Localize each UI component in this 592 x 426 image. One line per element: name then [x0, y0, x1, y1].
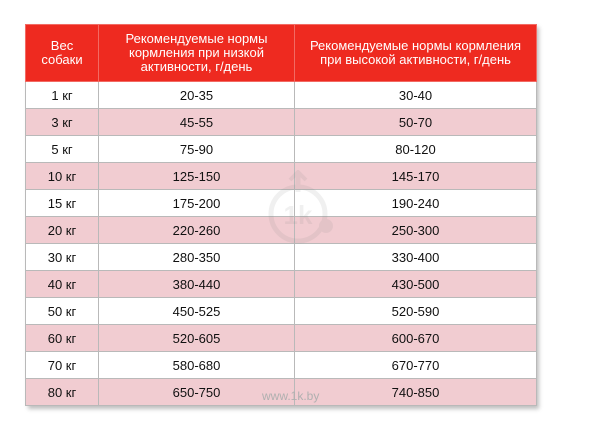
header-high-activity: Рекомендуемые нормы кормления при высокой активности, г/день — [295, 25, 537, 82]
cell-low-activity: 380-440 — [99, 271, 295, 298]
cell-dog-weight: 30 кг — [26, 244, 99, 271]
cell-dog-weight: 10 кг — [26, 163, 99, 190]
cell-low-activity: 125-150 — [99, 163, 295, 190]
cell-low-activity: 45-55 — [99, 109, 295, 136]
feeding-table-container — [25, 24, 536, 406]
cell-high-activity: 145-170 — [295, 163, 537, 190]
cell-low-activity: 220-260 — [99, 217, 295, 244]
table-row — [26, 163, 537, 190]
feeding-norms-table — [25, 24, 537, 406]
table-row — [26, 244, 537, 271]
cell-dog-weight: 40 кг — [26, 271, 99, 298]
cell-low-activity: 520-605 — [99, 325, 295, 352]
cell-dog-weight: 20 кг — [26, 217, 99, 244]
table-row — [26, 298, 537, 325]
cell-high-activity: 30-40 — [295, 82, 537, 109]
table-row — [26, 352, 537, 379]
cell-low-activity: 580-680 — [99, 352, 295, 379]
watermark-site-label: www.1k.by — [262, 389, 320, 403]
header-dog-weight: Вес собаки — [26, 25, 99, 82]
cell-low-activity: 75-90 — [99, 136, 295, 163]
table-row — [26, 82, 537, 109]
table-row — [26, 190, 537, 217]
table-row — [26, 217, 537, 244]
cell-dog-weight: 5 кг — [26, 136, 99, 163]
table-row — [26, 136, 537, 163]
cell-high-activity: 740-850 — [295, 379, 537, 406]
cell-high-activity: 80-120 — [295, 136, 537, 163]
cell-dog-weight: 3 кг — [26, 109, 99, 136]
cell-low-activity: 280-350 — [99, 244, 295, 271]
cell-dog-weight: 50 кг — [26, 298, 99, 325]
table-header-row — [26, 25, 537, 82]
cell-high-activity: 430-500 — [295, 271, 537, 298]
cell-high-activity: 250-300 — [295, 217, 537, 244]
cell-low-activity: 175-200 — [99, 190, 295, 217]
cell-low-activity: 450-525 — [99, 298, 295, 325]
cell-dog-weight: 70 кг — [26, 352, 99, 379]
table-body — [26, 82, 537, 406]
cell-dog-weight: 60 кг — [26, 325, 99, 352]
table-row — [26, 271, 537, 298]
cell-high-activity: 50-70 — [295, 109, 537, 136]
table-row — [26, 109, 537, 136]
cell-high-activity: 670-770 — [295, 352, 537, 379]
cell-high-activity: 520-590 — [295, 298, 537, 325]
cell-high-activity: 330-400 — [295, 244, 537, 271]
table-row — [26, 325, 537, 352]
header-low-activity: Рекомендуемые нормы кормления при низкой активности, г/день — [99, 25, 295, 82]
cell-high-activity: 190-240 — [295, 190, 537, 217]
cell-dog-weight: 80 кг — [26, 379, 99, 406]
cell-dog-weight: 15 кг — [26, 190, 99, 217]
cell-low-activity: 650-750 — [99, 379, 295, 406]
cell-low-activity: 20-35 — [99, 82, 295, 109]
cell-high-activity: 600-670 — [295, 325, 537, 352]
cell-dog-weight: 1 кг — [26, 82, 99, 109]
